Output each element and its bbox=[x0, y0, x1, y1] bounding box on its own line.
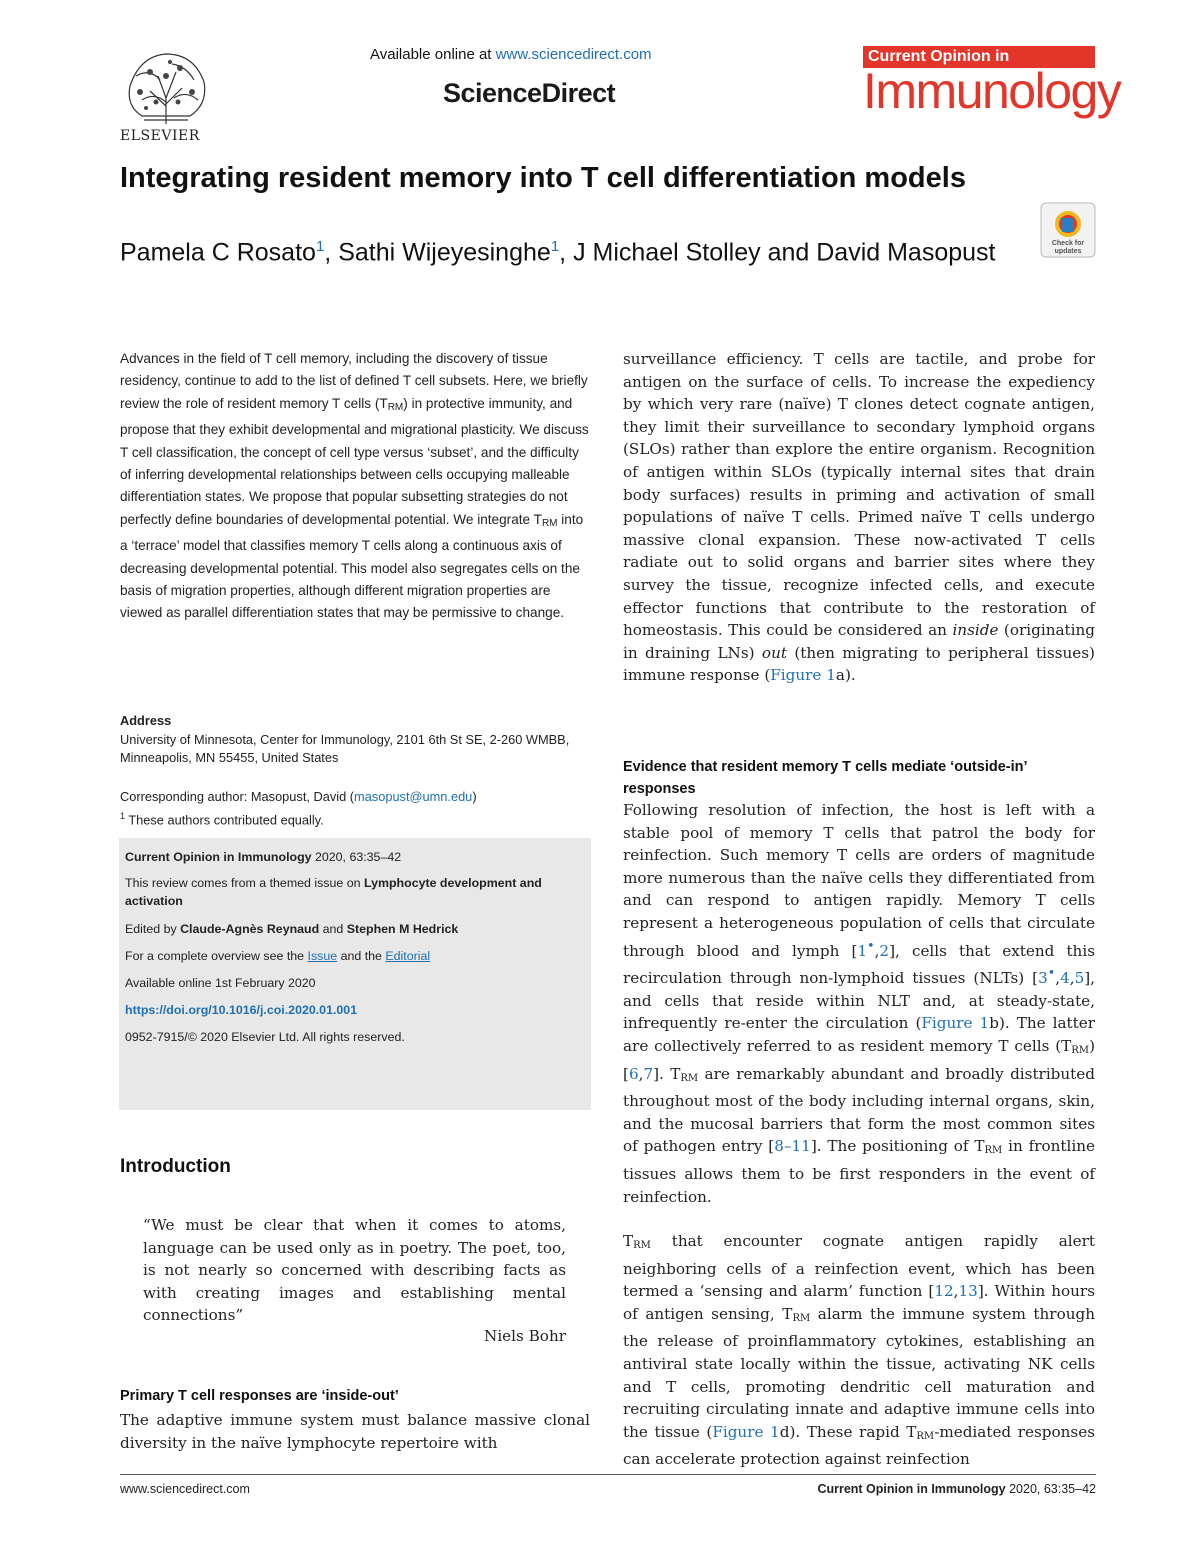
ref-3-num: 3 bbox=[1038, 969, 1048, 988]
p2-text-h: ]. The positioning of T bbox=[810, 1137, 985, 1156]
info-theme bbox=[125, 874, 585, 910]
primary-responses-heading: Primary T cell responses are ‘inside-out’ bbox=[120, 1388, 399, 1404]
footer-citation bbox=[760, 1482, 1096, 1496]
address-heading: Address bbox=[120, 713, 172, 728]
evidence-heading: Evidence that resident memory T cells mediate ‘outside-in’ responses bbox=[623, 759, 1027, 797]
p1-text-b: (originating in draining LNs) bbox=[623, 621, 1095, 662]
trm-subscript: RM bbox=[984, 1145, 1003, 1157]
footer-citation-text: 2020, 63:35–42 bbox=[1005, 1482, 1096, 1496]
p2-text-b: ], cells that extend this recirculation through non-lymphoid tissues (NLTs) [ bbox=[623, 941, 1095, 988]
check-for-updates-badge[interactable] bbox=[1040, 202, 1096, 258]
info-copyright: 0952-7915/© 2020 Elsevier Ltd. All rights reserved. bbox=[125, 1030, 405, 1044]
p2-text-d: b). The latter are collectively referred to as resident memory T cells (T bbox=[623, 1014, 1095, 1056]
ref-7[interactable]: 7 bbox=[643, 1064, 654, 1083]
ref-12[interactable]: 12 bbox=[934, 1282, 954, 1301]
equal-contribution-sup: 1 bbox=[120, 810, 126, 821]
ref-2[interactable]: 2 bbox=[879, 941, 890, 960]
info-citation-text: 2020, 63:35–42 bbox=[311, 850, 402, 864]
trm-subscript: RM bbox=[792, 1312, 811, 1324]
p1-text-d: a). bbox=[835, 666, 856, 685]
address-block bbox=[120, 712, 600, 768]
author-1-affiliation[interactable]: 1 bbox=[315, 238, 325, 255]
corr-email-link[interactable]: masopust@umn.edu bbox=[354, 789, 473, 804]
p1-out: out bbox=[761, 643, 787, 662]
badge-label: Check for updates bbox=[1051, 240, 1085, 255]
journal-top-label: Current Opinion in bbox=[868, 48, 1010, 65]
info-citation bbox=[125, 848, 401, 866]
ref-6[interactable]: 6 bbox=[628, 1064, 639, 1083]
ref-3-mark: • bbox=[1047, 965, 1056, 981]
p3-text-e: d). These rapid T bbox=[779, 1422, 917, 1441]
ref-1-mark: • bbox=[867, 937, 875, 953]
author-2-affiliation[interactable]: 1 bbox=[550, 238, 560, 255]
article-info-box bbox=[119, 838, 591, 1110]
primary-responses-text: The adaptive immune system must balance massive clonal diversity in the naïve lymphocyte repertoire with bbox=[120, 1411, 590, 1452]
available-online bbox=[370, 46, 652, 63]
figure-1d-link[interactable]: Figure 1 bbox=[712, 1422, 780, 1441]
author-2: Sathi Wijeyesinghe bbox=[338, 238, 551, 267]
author-1: Pamela C Rosato bbox=[120, 238, 316, 267]
ref-sep: , bbox=[1069, 969, 1075, 988]
sciencedirect-link[interactable]: www.sciencedirect.com bbox=[495, 46, 652, 63]
article-title: Integrating resident memory into T cell differentiation models bbox=[120, 162, 966, 194]
epigraph-author: Niels Bohr bbox=[484, 1327, 566, 1345]
trm-subscript: RM bbox=[387, 401, 404, 413]
corr-prefix: Corresponding author: Masopust, David ( bbox=[120, 789, 355, 804]
equal-contribution-note: These authors contributed equally. bbox=[128, 811, 324, 827]
trm-subscript: RM bbox=[916, 1430, 935, 1442]
info-theme-name: Lymphocyte development and activation bbox=[125, 876, 542, 908]
p3-text-a: T bbox=[623, 1232, 634, 1250]
p1-text-c: (then migrating to peripheral tissues) immune response ( bbox=[623, 643, 1095, 685]
p2-text-g: are remarkably abundant and broadly distributed throughout most of the body including internal organs, skin, and the mucosal barriers that form the most common sites of pathogen entry [ bbox=[623, 1064, 1095, 1156]
figure-1a-link[interactable]: Figure 1 bbox=[770, 666, 836, 685]
info-edited-and: and bbox=[319, 922, 347, 936]
p3-text-f: -mediated responses can accelerate protection against reinfection bbox=[623, 1422, 1096, 1469]
footer-divider bbox=[120, 1474, 1096, 1475]
info-overview bbox=[125, 947, 430, 965]
ref-1-num: 1 bbox=[857, 941, 868, 960]
info-overview-prefix: For a complete overview see the bbox=[125, 949, 308, 963]
right-paragraph-2 bbox=[623, 799, 1095, 1208]
publisher-name: ELSEVIER bbox=[120, 128, 200, 144]
introduction-heading: Introduction bbox=[120, 1156, 231, 1177]
p2-text-c: ], and cells that reside within NLT and, at steady-state, infrequently re-enter the circulation ( bbox=[623, 969, 1095, 1033]
trm-subscript: RM bbox=[633, 1240, 651, 1251]
available-prefix: Available online at bbox=[370, 46, 496, 63]
right-paragraph-3 bbox=[623, 1230, 1095, 1471]
doi-link[interactable]: https://doi.org/10.1016/j.coi.2020.01.001 bbox=[125, 1003, 358, 1017]
elsevier-logo bbox=[120, 46, 212, 144]
p3-text-c: ]. Within hours of antigen sensing, T bbox=[623, 1282, 1095, 1323]
right-paragraph-1 bbox=[623, 348, 1095, 687]
ref-sep: , bbox=[874, 941, 880, 960]
info-editors bbox=[125, 920, 458, 938]
info-editor-2: Stephen M Hedrick bbox=[346, 922, 459, 936]
sciencedirect-wordmark: ScienceDirect bbox=[443, 78, 616, 108]
p1-inside: inside bbox=[952, 621, 999, 640]
issue-link[interactable]: Issue bbox=[307, 949, 338, 963]
abstract: Advances in the field of T cell memory, including the discovery of tissue residency, continue to add to the list of defined T cell subsets. Here, we briefly review the role of resident memory T cells $(T_{RM})$ in protective immunity, and propose that they exhibit developmental and migrational plasticity. We discuss T cell classification, the concept of cell type versus ‘subset’, and the difficulty of inferring developmental relationships between cells occupying malleable differentiation states. We propose that popular subsetting strategies do not perfectly define boundaries of developmental potential. We integrate $T_{RM}$ into a ‘terrace’ model that classifies memory T cells along a continuous axis of decreasing developmental potential. This model also segregates cells on the basis of migration properties, although different migration properties are viewed as parallel differentiation states that may be permissive to change. bbox=[120, 351, 589, 621]
footer-website[interactable]: www.sciencedirect.com bbox=[120, 1482, 250, 1496]
author-list: Pamela C Rosato$^1$, Sathi Wijeyesinghe$^1$, J Michael Stolley and David Masopust bbox=[120, 238, 996, 267]
trm-subscript: RM bbox=[1071, 1045, 1090, 1057]
ref-13[interactable]: 13 bbox=[958, 1282, 978, 1301]
author-3-4: J Michael Stolley and David Masopust bbox=[573, 238, 996, 267]
ref-1[interactable] bbox=[857, 937, 875, 960]
ref-4[interactable]: 4 bbox=[1060, 969, 1070, 988]
info-theme-prefix: This review comes from a themed issue on bbox=[125, 876, 364, 890]
trm-subscript: RM bbox=[541, 517, 558, 529]
journal-name: Immunology bbox=[863, 63, 1121, 119]
epigraph-quote: “We must be clear that when it comes to atoms, language can be used only as in poetry. The poet, too, is not nearly so concerned with describing facts as with creating images and establishing mental connections” bbox=[143, 1216, 566, 1325]
corresponding-author bbox=[120, 788, 600, 829]
corr-suffix: ) bbox=[472, 789, 477, 804]
footer-journal: Current Opinion in Immunology bbox=[817, 1482, 1006, 1496]
p2-text-i: in frontline tissues allows them to be first responders in the event of reinfection. bbox=[623, 1137, 1096, 1206]
p2-text-f: ]. T bbox=[653, 1064, 681, 1083]
p1-text-a: surveillance efficiency. T cells are tactile, and probe for antigen on the surface of cells. To increase the expediency by which very rare (naïve) T clones detect cognate antigen, they limit their surveillance to secondary lymphoid organs (SLOs) rather than explore the entire organism. Recognition of antigen within SLOs (typically internal sites that drain body surfaces) results in priming and activation of small populations of naïve T cells. Primed naïve T cells undergo massive clonal expansion. These now-activated T cells radiate out to solid organs and barrier sites where they survey the tissue, recognize infected cells, and execute effector functions that contribute to the restoration of homeostasis. This could be considered an bbox=[623, 350, 1095, 640]
info-overview-and: and the bbox=[337, 949, 386, 963]
ref-8-11[interactable]: 8–11 bbox=[774, 1137, 811, 1156]
ref-5[interactable]: 5 bbox=[1074, 969, 1085, 988]
info-edited-prefix: Edited by bbox=[125, 922, 181, 936]
ref-3[interactable] bbox=[1038, 965, 1056, 988]
ref-sep: , bbox=[1055, 969, 1061, 988]
p3-text-d: alarm the immune system through the release of proinflammatory cytokines, establishing an antiviral state locally within the tissue, activating NK cells and T cells, promoting dendritic cell maturation and recruiting circulating innate and adaptive immune cells into the tissue ( bbox=[623, 1304, 1095, 1441]
p2-text-a: Following resolution of infection, the host is left with a stable pool of memory T cells that patrol the body for reinfection. Such memory T cells are orders of magnitude more numerous than the naïve cells they differentiated from and can respond to antigen rapidly. Memory T cells represent a heterogeneous population of cells that circulate through blood and lymph [ bbox=[623, 801, 1095, 960]
p3-text-b: that encounter cognate antigen rapidly alert neighboring cells of a reinfection event, which has been termed a ‘sensing and alarm’ function [ bbox=[623, 1232, 1095, 1301]
address-text: University of Minnesota, Center for Immunology, 2101 6th St SE, 2-260 WMBB, Minneapolis, MN 55455, United States bbox=[120, 731, 570, 765]
figure-1b-link[interactable]: Figure 1 bbox=[921, 1014, 990, 1033]
p2-text-e: ) [ bbox=[623, 1037, 1095, 1083]
info-available: Available online 1st February 2020 bbox=[125, 976, 316, 990]
trm-subscript: RM bbox=[680, 1072, 699, 1084]
editorial-link[interactable]: Editorial bbox=[385, 949, 431, 963]
info-editor-1: Claude-Agnès Reynaud bbox=[180, 922, 320, 936]
ref-sep: , bbox=[953, 1282, 959, 1301]
journal-logo bbox=[863, 46, 1121, 126]
ref-sep: , bbox=[638, 1064, 644, 1083]
info-journal: Current Opinion in Immunology bbox=[125, 850, 312, 864]
